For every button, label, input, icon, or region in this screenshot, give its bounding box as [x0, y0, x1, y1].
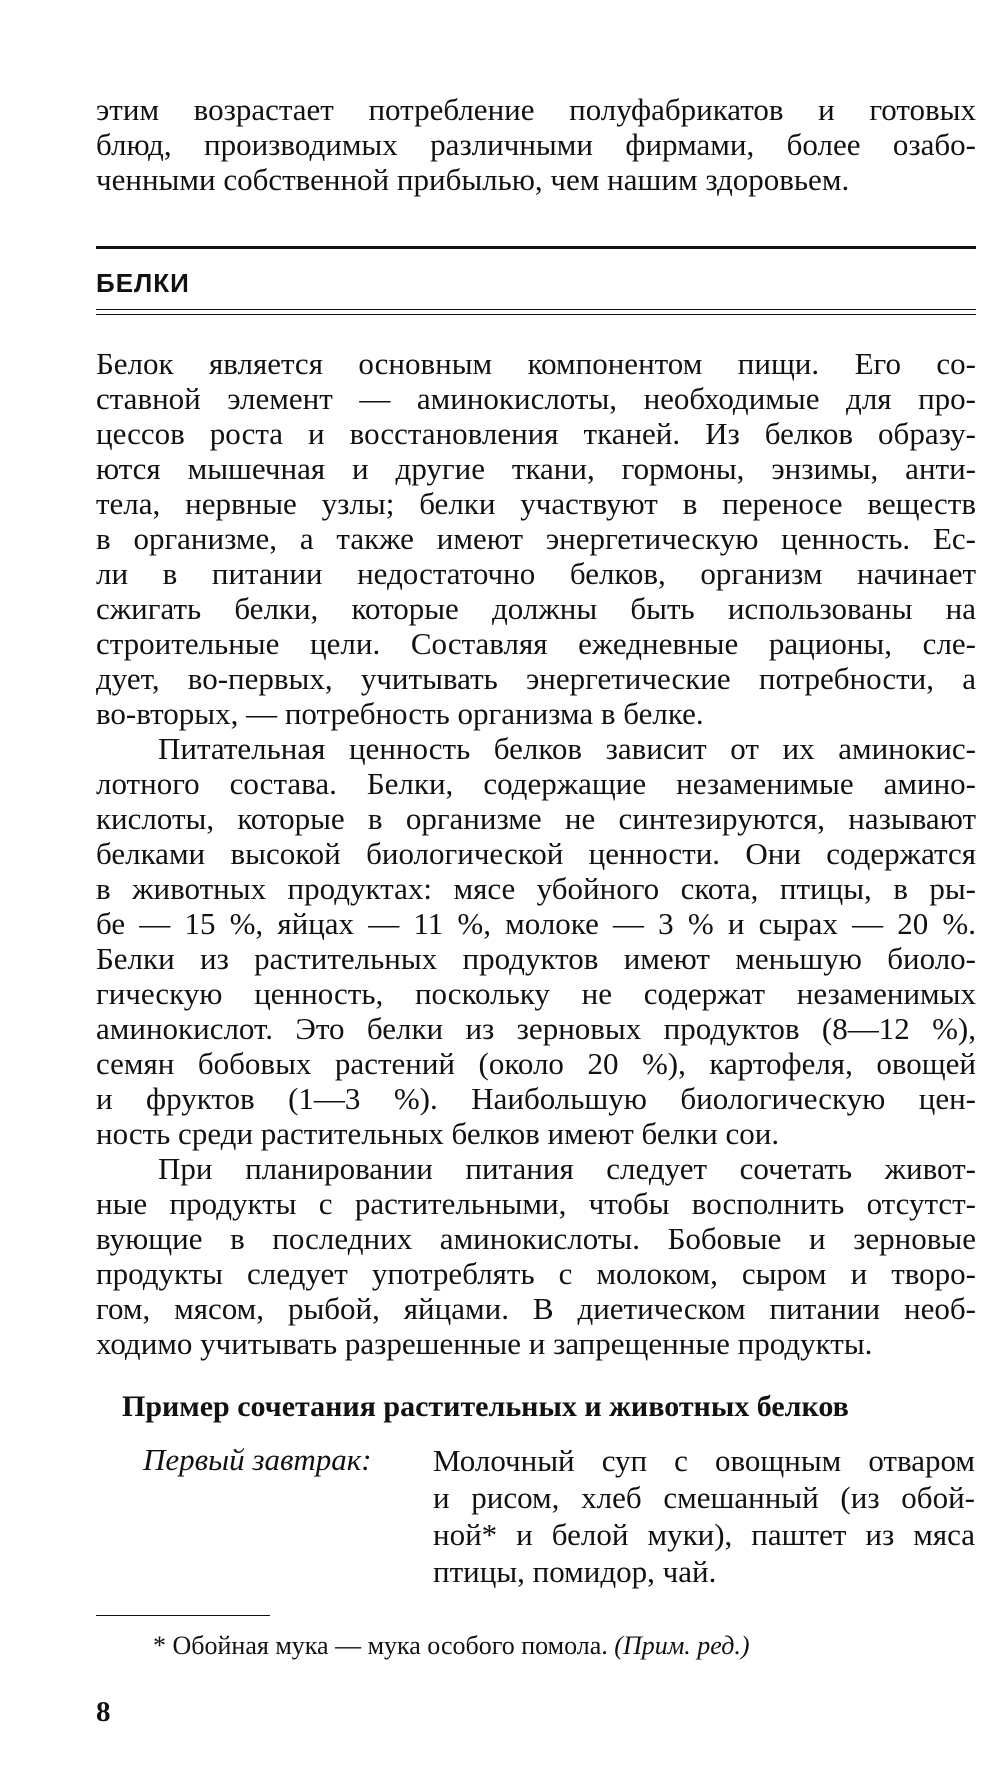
- meal-label: Первый завтрак:: [143, 1442, 372, 1477]
- footnote-marker: *: [153, 1631, 166, 1660]
- text-line: в организме, а также имеют энергетическую ценность. Ес-: [96, 521, 976, 556]
- text-line: ченными собственной прибылью, чем нашим здоровьем.: [96, 162, 850, 197]
- text-line: бе — 15 %, яйцах — 11 %, молоке — 3 % и сырах — 20 %.: [96, 906, 976, 941]
- text-line: во-вторых, — потребность организма в белке.: [96, 696, 704, 731]
- text-line: При планировании питания следует сочетать живот-: [158, 1151, 976, 1186]
- meal-description: [433, 1442, 975, 1590]
- text-line: цессов роста и восстановления тканей. Из белков образу-: [96, 416, 976, 451]
- text-line: строительные цели. Составляя ежедневные рационы, сле-: [96, 626, 976, 661]
- page-number: 8: [96, 1696, 111, 1728]
- text-line: аминокислот. Это белки из зерновых продуктов (8—12 %),: [96, 1011, 976, 1046]
- intro-paragraph: [96, 92, 976, 197]
- heading-rule-bottom: [96, 309, 976, 310]
- text-line: Белки из растительных продуктов имеют меньшую биоло-: [96, 941, 976, 976]
- section-heading: БЕЛКИ: [96, 268, 190, 298]
- footnote-note: (Прим. ред.): [614, 1631, 750, 1660]
- text-line: и фруктов (1—3 %). Наибольшую биологическую цен-: [96, 1081, 976, 1116]
- text-line: ли в питании недостаточно белков, организм начинает: [96, 556, 976, 591]
- text-line: продукты следует употреблять с молоком, сыром и творо-: [96, 1256, 976, 1291]
- paragraph-1: [96, 346, 976, 1361]
- heading-rule-bottom-double: [96, 314, 976, 315]
- example-title: Пример сочетания растительных и животных белков: [122, 1390, 849, 1423]
- text-line: Молочный суп с овощным отваром: [433, 1443, 975, 1478]
- footnote-rule: [96, 1615, 270, 1616]
- text-line: кислоты, которые в организме не синтезируются, называют: [96, 801, 976, 836]
- text-line: тела, нервные узлы; белки участвуют в переносе веществ: [96, 486, 976, 521]
- text-line: гическую ценность, поскольку не содержат незаменимых: [96, 976, 976, 1011]
- footnote: [153, 1631, 750, 1661]
- text-line: сжигать белки, которые должны быть использованы на: [96, 591, 976, 626]
- text-line: вующие в последних аминокислоты. Бобовые и зерновые: [96, 1221, 976, 1256]
- text-line: ность среди растительных белков имеют белки сои.: [96, 1116, 780, 1151]
- text-line: ются мышечная и другие ткани, гормоны, энзимы, анти-: [96, 451, 976, 486]
- text-line: ные продукты с растительными, чтобы восполнить отсутст-: [96, 1186, 976, 1221]
- text-line: семян бобовых растений (около 20 %), картофеля, овощей: [96, 1046, 976, 1081]
- text-line: дует, во-первых, учитывать энергетические потребности, а: [96, 661, 976, 696]
- text-line: этим возрастает потребление полуфабрикатов и готовых: [96, 92, 976, 127]
- text-line: ходимо учитывать разрешенные и запрещенные продукты.: [96, 1326, 873, 1361]
- text-line: и рисом, хлеб смешанный (из обой-: [433, 1480, 975, 1515]
- text-line: Питательная ценность белков зависит от их аминокис-: [158, 731, 976, 766]
- text-line: ной* и белой муки), паштет из мяса: [433, 1517, 975, 1552]
- text-line: ставной элемент — аминокислоты, необходимые для про-: [96, 381, 976, 416]
- text-line: лотного состава. Белки, содержащие незаменимые амино-: [96, 766, 976, 801]
- text-line: блюд, производимых различными фирмами, более озабо-: [96, 127, 976, 162]
- footnote-text: Обойная мука — мука особого помола.: [172, 1631, 608, 1660]
- heading-rule-top: [96, 246, 976, 249]
- text-line: в животных продуктах: мясе убойного скота, птицы, в ры-: [96, 871, 976, 906]
- text-line: птицы, помидор, чай.: [433, 1554, 717, 1589]
- text-line: белками высокой биологической ценности. Они содержатся: [96, 836, 976, 871]
- text-line: гом, мясом, рыбой, яйцами. В диетическом питании необ-: [96, 1291, 976, 1326]
- text-line: Белок является основным компонентом пищи. Его со-: [96, 346, 976, 381]
